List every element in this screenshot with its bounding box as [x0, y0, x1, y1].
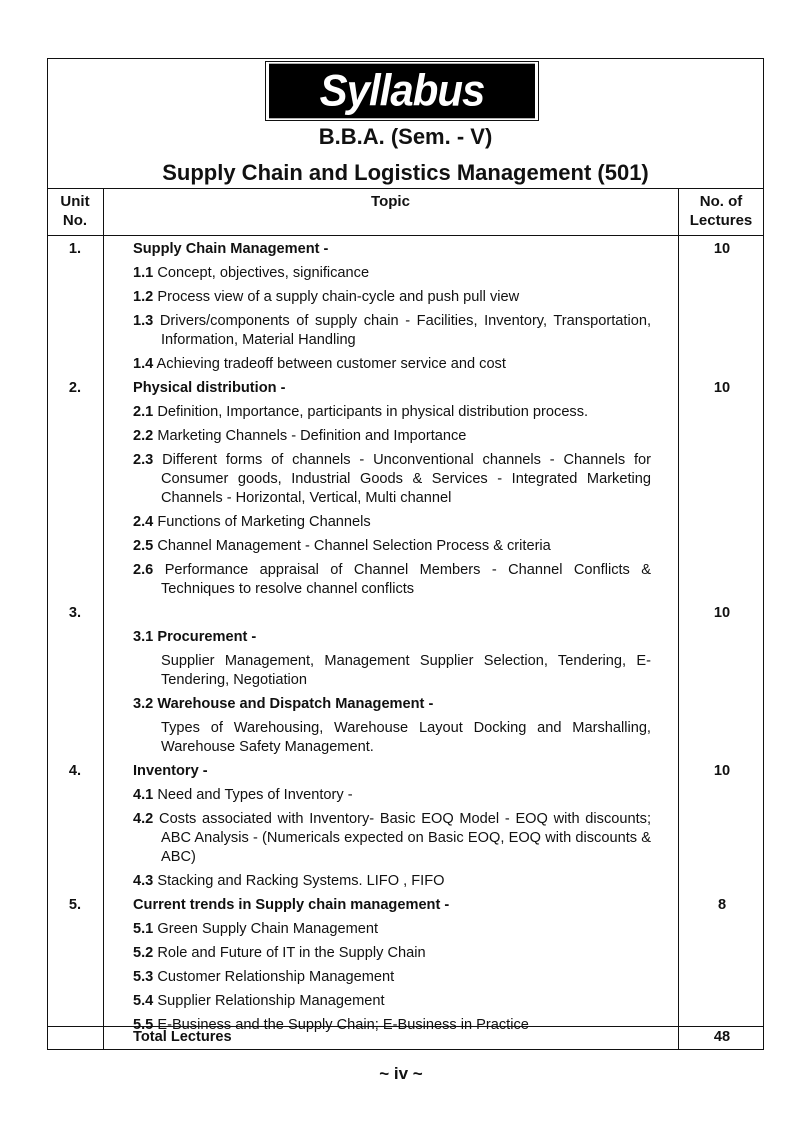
table-row — [47, 374, 764, 398]
table-row — [47, 647, 764, 690]
topic-cell — [133, 604, 651, 623]
topic-number: 5.4 — [133, 993, 154, 1009]
table-header — [47, 189, 764, 236]
topic-cell — [133, 403, 651, 422]
table-row — [47, 963, 764, 987]
topic-number: 2.2 — [133, 428, 154, 444]
table-row — [47, 623, 764, 647]
topic-cell — [133, 786, 651, 805]
topic-cell — [133, 810, 651, 867]
unit-number: 5. — [68, 897, 82, 913]
topic-text: Supplier Relationship Management — [157, 993, 385, 1009]
topic-cell — [133, 872, 651, 891]
table-row — [47, 350, 764, 374]
topic-text: Functions of Marketing Channels — [157, 514, 371, 530]
page-number: ~ iv ~ — [379, 1064, 423, 1083]
topic-text: Warehouse and Dispatch Management - — [157, 696, 434, 712]
table-row — [47, 891, 764, 915]
table-row — [47, 690, 764, 714]
syllabus-logo — [265, 61, 539, 121]
table-row — [47, 556, 764, 599]
logo-text: Syllabus — [269, 64, 535, 119]
topic-number: 5.5 — [133, 1017, 154, 1033]
table-row — [47, 757, 764, 781]
topic-number: 4.1 — [133, 787, 154, 803]
header-lectures: No. of Lectures — [689, 193, 753, 229]
table-row — [47, 508, 764, 532]
topic-cell — [133, 628, 651, 647]
topic-number: 2.1 — [133, 404, 154, 420]
topic-text: Channel Management - Channel Selection Process & criteria — [157, 538, 551, 554]
topic-cell — [133, 513, 651, 532]
topic-cell — [133, 561, 651, 599]
topic-text: Role and Future of IT in the Supply Chain — [157, 945, 426, 961]
table-row — [47, 532, 764, 556]
course-title: B.B.A. (Sem. - V) — [318, 124, 493, 149]
topic-cell — [133, 992, 651, 1011]
topic-cell — [133, 288, 651, 307]
unit-number: 2. — [68, 380, 82, 396]
topic-text: Types of Warehousing, Warehouse Layout Docking and Marshalling, Warehouse Safety Management. — [161, 720, 651, 755]
topic-number: 4.3 — [133, 873, 154, 889]
table-row — [47, 805, 764, 867]
topic-cell — [133, 240, 651, 259]
header-topic: Topic — [371, 193, 410, 210]
topic-text: Supply Chain Management - — [133, 241, 329, 257]
total-value: 48 — [713, 1029, 731, 1045]
topic-cell — [133, 896, 651, 915]
lecture-count: 10 — [713, 241, 731, 257]
topic-cell — [133, 264, 651, 283]
topic-text: Current trends in Supply chain management - — [133, 897, 450, 913]
topic-text: Marketing Channels - Definition and Importance — [157, 428, 467, 444]
topic-number: 3.2 — [133, 696, 154, 712]
table-row — [47, 867, 764, 891]
unit-number: 3. — [68, 605, 82, 621]
table-row — [47, 446, 764, 508]
lecture-count: 10 — [713, 605, 731, 621]
topic-text: Drivers/components of supply chain - Facilities, Inventory, Transportation, Information, Material Handling — [159, 313, 652, 348]
topic-text: Customer Relationship Management — [157, 969, 395, 985]
topic-number: 5.1 — [133, 921, 154, 937]
table-body — [47, 235, 764, 1035]
topic-number: 1.3 — [133, 313, 154, 329]
topic-number: 1.4 — [133, 356, 154, 372]
topic-text: Stacking and Racking Systems. LIFO , FIFO — [157, 873, 445, 889]
table-row — [47, 259, 764, 283]
table-row — [47, 987, 764, 1011]
topic-text: Definition, Importance, participants in physical distribution process. — [157, 404, 589, 420]
table-row — [47, 939, 764, 963]
topic-number: 5.2 — [133, 945, 154, 961]
topic-number: 4.2 — [133, 811, 154, 827]
topic-text: Physical distribution - — [133, 380, 286, 396]
topic-cell — [133, 695, 651, 714]
topic-text: Achieving tradeoff between customer service and cost — [156, 356, 506, 372]
topic-number: 3.1 — [133, 629, 154, 645]
total-label: Total Lectures — [133, 1029, 232, 1045]
topic-text: Inventory - — [133, 763, 208, 779]
topic-text: Costs associated with Inventory- Basic EOQ Model - EOQ with discounts; ABC Analysis - (Numericals expected on Basic EOQ, EOQ with discounts & ABC) — [159, 811, 651, 865]
topic-cell — [133, 944, 651, 963]
topic-cell — [133, 968, 651, 987]
subject-title: Supply Chain and Logistics Management (501) — [162, 160, 649, 185]
table-row — [47, 422, 764, 446]
lecture-count: 10 — [713, 380, 731, 396]
topic-text: Different forms of channels - Unconventional channels - Channels for Consumer goods, Industrial Goods & Services - Integrated Marketing Channels - Horizontal, Vertical, Multi channel — [161, 452, 652, 506]
table-row — [47, 398, 764, 422]
header-unit: Unit No. — [60, 193, 90, 229]
table-row — [47, 915, 764, 939]
topic-number: 2.5 — [133, 538, 154, 554]
topic-cell — [133, 312, 651, 350]
topic-number: 1.1 — [133, 265, 154, 281]
topic-text: Process view of a supply chain-cycle and push pull view — [157, 289, 520, 305]
topic-number: 5.3 — [133, 969, 154, 985]
lecture-count: 10 — [713, 763, 731, 779]
topic-cell — [133, 537, 651, 556]
topic-cell — [133, 920, 651, 939]
topic-cell — [133, 451, 651, 508]
topic-text: Need and Types of Inventory - — [157, 787, 353, 803]
topic-text: Performance appraisal of Channel Members - Channel Conflicts & Techniques to resolve channel conflicts — [161, 562, 651, 597]
total-row — [47, 1026, 764, 1050]
topic-cell — [133, 427, 651, 446]
topic-text: Supplier Management, Management Supplier Selection, Tendering, E-Tendering, Negotiation — [161, 653, 651, 688]
topic-number: 2.6 — [133, 562, 154, 578]
table-row — [47, 307, 764, 350]
unit-number: 1. — [68, 241, 82, 257]
syllabus-table — [47, 188, 764, 1050]
lecture-count: 8 — [717, 897, 727, 913]
table-row — [47, 781, 764, 805]
table-row — [47, 235, 764, 259]
topic-number: 2.3 — [133, 452, 154, 468]
table-row — [47, 283, 764, 307]
table-row — [47, 714, 764, 757]
topic-cell — [133, 355, 651, 374]
topic-cell — [133, 762, 651, 781]
topic-number: 2.4 — [133, 514, 154, 530]
topic-number: 1.2 — [133, 289, 154, 305]
unit-number: 4. — [68, 763, 82, 779]
topic-cell — [133, 719, 651, 757]
topic-text: Concept, objectives, significance — [157, 265, 370, 281]
table-row — [47, 599, 764, 623]
topic-cell — [133, 652, 651, 690]
topic-text: Procurement - — [157, 629, 257, 645]
topic-cell — [133, 379, 651, 398]
topic-text: E-Business and the Supply Chain; E-Business in Practice — [157, 1017, 529, 1033]
topic-text: Green Supply Chain Management — [157, 921, 379, 937]
